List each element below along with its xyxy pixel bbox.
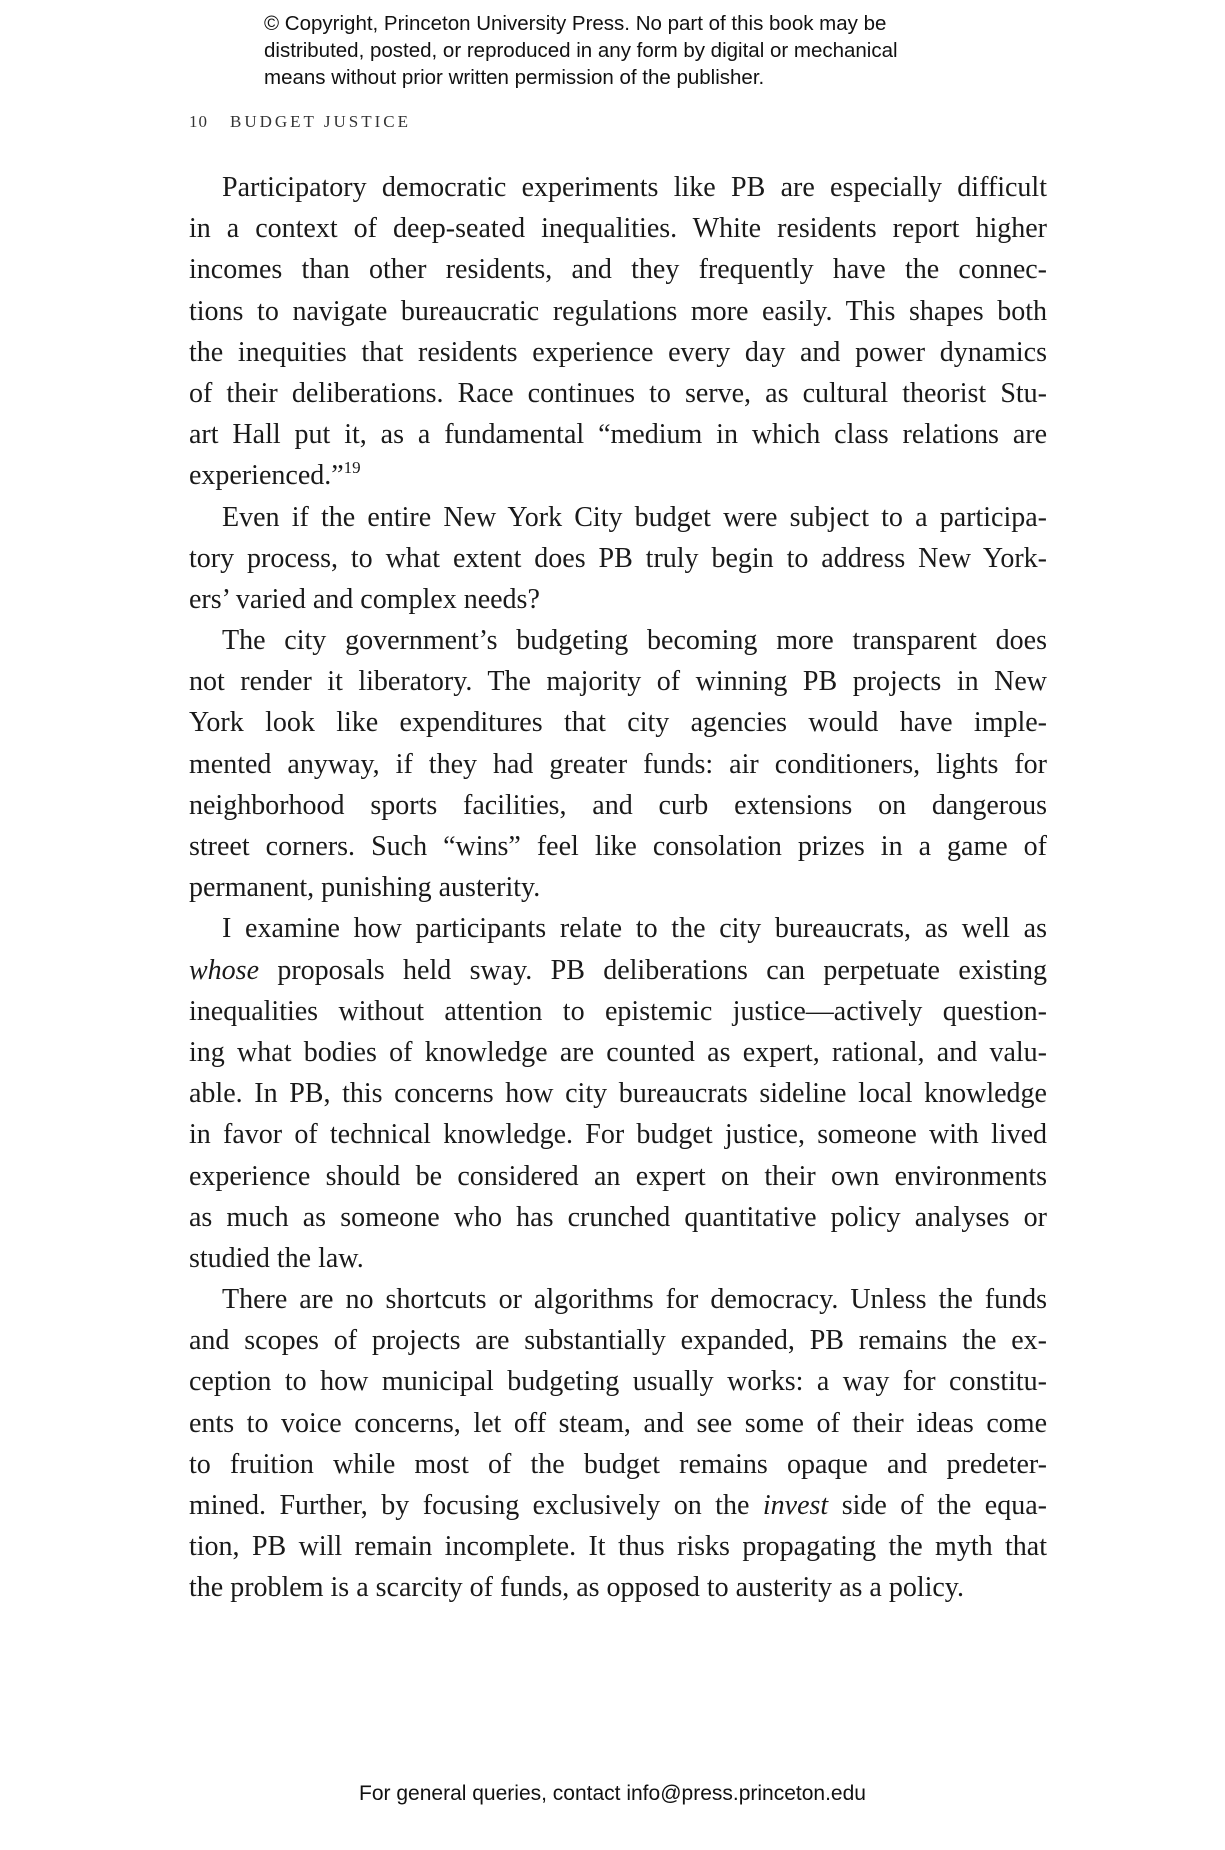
text-line: in favor of technical knowledge. For budget justice, someone with lived <box>189 1119 1047 1151</box>
page-number: 10 <box>189 112 208 131</box>
text-line: neighborhood sports facilities, and curb extensions on dangerous <box>189 789 1047 821</box>
running-head <box>189 112 411 132</box>
text-line: I examine how participants relate to the city bureaucrats, as well as <box>222 913 1047 945</box>
text-line: ception to how municipal budgeting usually works: a way for constitu- <box>189 1366 1047 1398</box>
text-line <box>189 1485 1047 1526</box>
text-fragment: side of the equa- <box>841 1490 1047 1521</box>
text-line: the inequities that residents experience every day and power dynamics <box>189 336 1047 368</box>
text-line: mented anyway, if they had greater funds: air conditioners, lights for <box>189 748 1047 780</box>
book-title: BUDGET JUSTICE <box>230 112 411 131</box>
copyright-line: © Copyright, Princeton University Press. No part of this book may be <box>264 12 887 35</box>
text-line: and scopes of projects are substantially expanded, PB remains the ex- <box>189 1325 1047 1357</box>
text-line: in a context of deep-seated inequalities. White residents report higher <box>189 213 1047 245</box>
text-line: tions to navigate bureaucratic regulations more easily. This shapes both <box>189 295 1047 327</box>
text-line: York look like expenditures that city agencies would have imple- <box>189 707 1047 739</box>
text-line: the problem is a scarcity of funds, as opposed to austerity as a policy. <box>189 1572 964 1604</box>
footer-contact: For general queries, contact info@press.princeton.edu <box>359 1782 866 1805</box>
text-line <box>189 950 1047 991</box>
text-line: studied the law. <box>189 1242 364 1274</box>
text-line: The city government’s budgeting becoming more transparent does <box>222 625 1047 657</box>
text-line: ents to voice concerns, let off steam, and see some of their ideas come <box>189 1407 1047 1439</box>
text-line: permanent, punishing austerity. <box>189 872 541 904</box>
text-line <box>189 455 1047 496</box>
text-line: as much as someone who has crunched quantitative policy analyses or <box>189 1201 1047 1233</box>
body-text <box>189 167 1047 1609</box>
text-line: art Hall put it, as a fundamental “medium in which class relations are <box>189 419 1047 451</box>
text-line: tion, PB will remain incomplete. It thus risks propagating the myth that <box>189 1531 1047 1563</box>
copyright-line: means without prior written permission of the publisher. <box>264 66 765 89</box>
footnote-ref[interactable]: 19 <box>343 458 361 478</box>
text-line: ers’ varied and complex needs? <box>189 583 540 615</box>
text-line: ing what bodies of knowledge are counted as expert, rational, and valu- <box>189 1036 1047 1068</box>
text-line: inequalities without attention to epistemic justice—actively question- <box>189 995 1047 1027</box>
text-fragment: proposals held sway. PB deliberations can perpetuate existing <box>277 954 1047 986</box>
text-line: Participatory democratic experiments like PB are especially difficult <box>222 172 1047 203</box>
copyright-line: distributed, posted, or reproduced in any form by digital or mechanical <box>264 39 898 62</box>
text-line: to fruition while most of the budget remains opaque and predeter- <box>189 1448 1047 1480</box>
text-line: street corners. Such “wins” feel like consolation prizes in a game of <box>189 831 1047 862</box>
text-line: experience should be considered an expert on their own environments <box>189 1160 1047 1192</box>
italic-word: invest <box>762 1490 829 1521</box>
text-line: of their deliberations. Race continues to serve, as cultural theorist Stu- <box>189 377 1047 409</box>
text-line: Even if the entire New York City budget were subject to a participa- <box>222 501 1047 533</box>
text-line: able. In PB, this concerns how city bureaucrats sideline local knowledge <box>189 1078 1047 1110</box>
text-fragment: experienced.” <box>189 460 344 492</box>
italic-word: whose <box>189 954 259 986</box>
text-line: There are no shortcuts or algorithms for democracy. Unless the funds <box>222 1284 1047 1316</box>
text-line: incomes than other residents, and they frequently have the connec- <box>189 254 1047 286</box>
text-line: tory process, to what extent does PB truly begin to address New York- <box>189 542 1047 574</box>
text-fragment: mined. Further, by focusing exclusively on the <box>189 1490 763 1521</box>
copyright-notice <box>264 10 1004 91</box>
text-line: not render it liberatory. The majority of winning PB projects in New <box>189 666 1047 698</box>
